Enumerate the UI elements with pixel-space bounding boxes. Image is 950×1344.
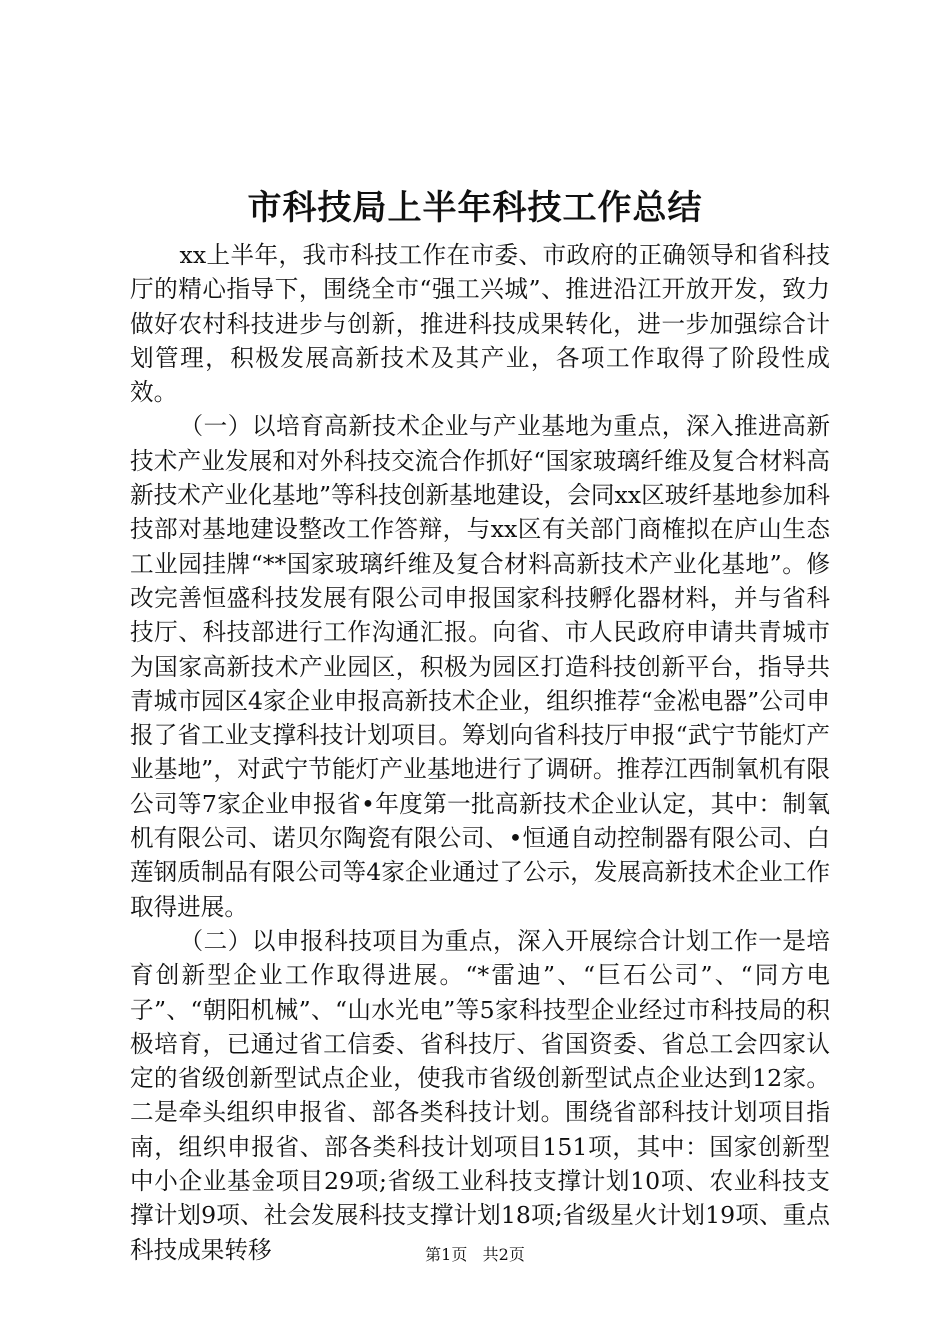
paragraph-section-2: （二）以申报科技项目为重点，深入开展综合计划工作一是培育创新型企业工作取得进展。“*雷迪”、“巨石公司”、“同方电子”、“朝阳机械”、“山水光电”等5家科技型企业经过市科技局的积极培育，已通过省工信委、省科技厅、省国资委、省总工会四家认定的省级创新型试点企业，使我市省级创新型试点企业达到12家。二是牵头组织申报省、部各类科技计划。围绕省部科技计划项目指南，组织申报省、部各类科技计划项目151项，其中：国家创新型中小企业基金项目29项;省级工业科技支撑计划10项、农业科技支撑计划9项、社会发展科技支撑计划18项;省级星火计划19项、重点科技成果转移 xyxy=(130,926,830,1264)
total-pages: 共2页 xyxy=(482,1245,525,1264)
paragraph-section-1: （一）以培育高新技术企业与产业基地为重点，深入推进高新技术产业发展和对外科技交流合作抓好“国家玻璃纤维及复合材料高新技术产业化基地”等科技创新基地建设，会同xx区玻纤基地参加科技部对基地建设整改工作答辩，与xx区有关部门商榷拟在庐山生态工业园挂牌“**国家玻璃纤维及复合材料高新技术产业化基地”。修改完善恒盛科技发展有限公司申报国家科技孵化器材料，并与省科技厅、科技部进行工作沟通汇报。向省、市人民政府申请共青城市为国家高新技术产业园区，积极为园区打造科技创新平台，指导共青城市园区4家企业申报高新技术企业，组织推荐“金凇电器”公司申报了省工业支撑科技计划项目。筹划向省科技厅申报“武宁节能灯产业基地”，对武宁节能灯产业基地进行了调研。推荐江西制氧机有限公司等7家企业申报省•年度第一批高新技术企业认定，其中：制氧机有限公司、诺贝尔陶瓷有限公司、•恒通自动控制器有限公司、白莲钢质制品有限公司等4家企业通过了公示，发展高新技术企业工作取得进展。 xyxy=(130,412,830,921)
page-footer xyxy=(0,1244,950,1266)
paragraph-intro: xx上半年，我市科技工作在市委、市政府的正确领导和省科技厅的精心指导下，围绕全市“强工兴城”、推进沿江开放开发，致力做好农村科技进步与创新，推进科技成果转化，进一步加强综合计划管理，积极发展高新技术及其产业，各项工作取得了阶段性成效。 xyxy=(130,241,830,407)
document-body xyxy=(130,238,830,1267)
page-number: 第1页 xyxy=(425,1245,468,1264)
document-title: 市科技局上半年科技工作总结 xyxy=(247,188,703,228)
footer-spacer xyxy=(472,1245,477,1264)
